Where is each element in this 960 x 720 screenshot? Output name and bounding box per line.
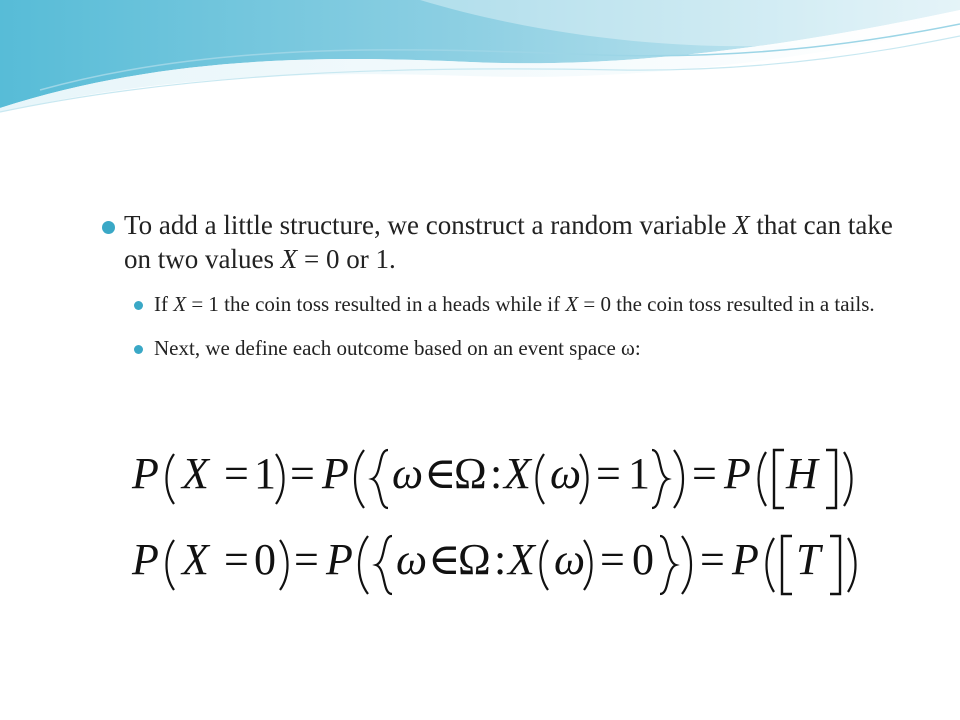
- svg-text:P: P: [724, 449, 751, 498]
- eq2-omega: ω: [396, 535, 428, 584]
- svg-text:=: =: [692, 449, 717, 498]
- eq2-rhs-val: 0: [632, 535, 654, 584]
- bullet-sub-2: [100, 334, 900, 362]
- bullet-dot-small: [134, 345, 143, 354]
- eq1-event: H: [786, 449, 818, 498]
- eq1-var: X: [182, 449, 209, 498]
- svg-text:=: =: [290, 449, 315, 498]
- decorative-wave-header: [0, 0, 960, 120]
- eq1-val: 1: [254, 449, 276, 498]
- svg-text:P: P: [326, 535, 353, 584]
- bullet-sub-2-text: Next, we define each outcome based on an event space ω:: [154, 336, 641, 360]
- eq2-space: Ω: [458, 535, 491, 584]
- svg-text:ω: ω: [554, 535, 586, 584]
- bullet-main: [100, 208, 900, 276]
- bullet-main-text: To add a little structure, we construct a random variable X that can take on two values X = 0 or 1.: [124, 210, 893, 274]
- bullet-sub-1-text: If X = 1 the coin toss resulted in a heads while if X = 0 the coin toss resulted in a tails.: [154, 292, 875, 316]
- equation-x-equals-1: [132, 440, 872, 510]
- svg-text::: :: [494, 535, 507, 584]
- svg-text:=: =: [224, 449, 249, 498]
- eq1-space: Ω: [454, 449, 487, 498]
- eq2-val: 0: [254, 535, 276, 584]
- bullet-dot-small: [134, 301, 143, 310]
- svg-text:ω: ω: [550, 449, 582, 498]
- bullet-sub-1: [100, 290, 900, 318]
- bullet-list: [100, 208, 900, 378]
- svg-text:P: P: [732, 535, 759, 584]
- svg-text:=: =: [700, 535, 725, 584]
- svg-text:P: P: [322, 449, 349, 498]
- svg-text:∈: ∈: [424, 449, 457, 498]
- svg-text:=: =: [224, 535, 249, 584]
- svg-text:∈: ∈: [428, 535, 461, 584]
- eq1-omega: ω: [392, 449, 424, 498]
- svg-text:P: P: [132, 535, 159, 584]
- equation-x-equals-0: [132, 526, 872, 596]
- svg-text:=: =: [294, 535, 319, 584]
- svg-text:=: =: [600, 535, 625, 584]
- svg-text:X: X: [508, 535, 535, 584]
- svg-text::: :: [490, 449, 503, 498]
- svg-text:X: X: [504, 449, 531, 498]
- svg-text:=: =: [596, 449, 621, 498]
- eq2-event: T: [796, 535, 821, 584]
- svg-text:P: P: [132, 449, 159, 498]
- eq2-var: X: [182, 535, 209, 584]
- bullet-dot: [102, 221, 115, 234]
- eq1-rhs-val: 1: [628, 449, 650, 498]
